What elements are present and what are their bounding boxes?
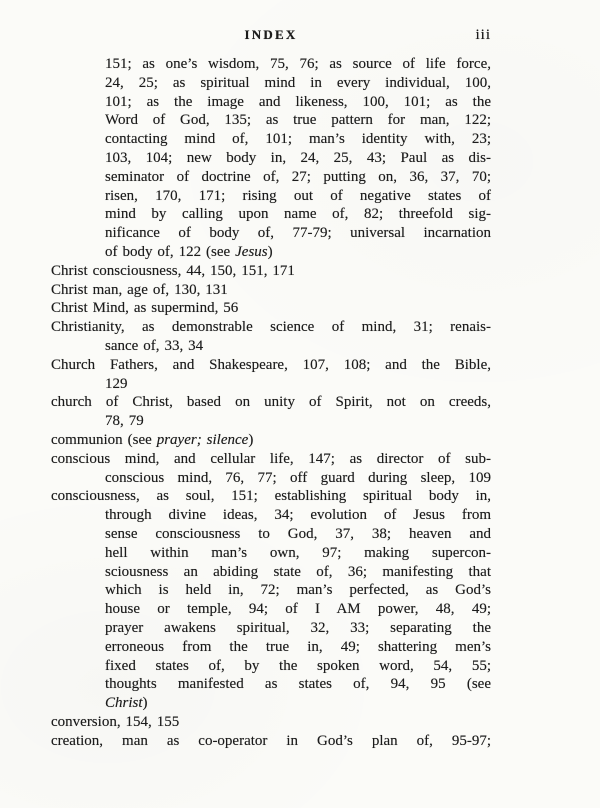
- index-line: [51, 657, 491, 676]
- cross-reference-term: prayer; silence: [156, 431, 249, 448]
- index-text: 24, 25; as spiritual mind in every individual, 100,: [105, 74, 491, 91]
- index-text: mind by calling upon name of, 82; threefold sig-: [105, 206, 491, 223]
- index-text: Christ consciousness, 44, 150, 151, 171: [51, 262, 295, 279]
- index-line: [51, 469, 491, 488]
- index-text: Word of God, 135; as true pattern for man, 122;: [105, 112, 491, 129]
- index-text: risen, 170, 171; rising out of negative states of: [105, 187, 491, 204]
- index-line: [51, 732, 491, 751]
- text-block: [51, 55, 491, 750]
- index-line: [51, 375, 491, 394]
- index-line: [51, 713, 491, 732]
- index-line: [51, 525, 491, 544]
- index-text: consciousness, as soul, 151; establishing spiritual body in,: [51, 488, 491, 505]
- index-text: creation, man as co-operator in God’s plan of, 95-97;: [51, 732, 491, 749]
- index-text: erroneous from the true in, 49; shattering men’s: [105, 638, 491, 655]
- index-text: ): [267, 243, 273, 260]
- index-text: sciousness an abiding state of, 36; manifesting that: [105, 563, 491, 580]
- index-line: [51, 74, 491, 93]
- cross-reference-term: Jesus: [235, 243, 268, 260]
- page-number: iii: [475, 27, 491, 43]
- index-text: church of Christ, based on unity of Spirit, not on creeds,: [51, 394, 491, 411]
- index-line: [51, 111, 491, 130]
- index-line: [51, 205, 491, 224]
- page-title: INDEX: [244, 27, 298, 42]
- index-text: house or temple, 94; of I AM power, 48, 49;: [105, 601, 491, 618]
- index-line: [51, 224, 491, 243]
- index-line: [51, 694, 491, 713]
- index-line: [51, 675, 491, 694]
- index-line: [51, 318, 491, 337]
- index-line: [51, 168, 491, 187]
- index-text: hell within man’s own, 97; making supercon-: [105, 544, 491, 561]
- index-text: conscious mind, and cellular life, 147; as director of sub-: [51, 450, 491, 467]
- index-text: sance of, 33, 34: [105, 337, 204, 354]
- index-text: through divine ideas, 34; evolution of Jesus from: [105, 507, 491, 524]
- index-text: 151; as one’s wisdom, 75, 76; as source of life force,: [105, 56, 491, 72]
- cross-reference-term: Christ: [105, 695, 143, 712]
- index-line: [51, 149, 491, 168]
- index-text: of body of, 122 (see: [105, 243, 236, 260]
- index-line: [51, 356, 491, 375]
- index-text: seminator of doctrine of, 27; putting on, 36, 37, 70;: [105, 168, 491, 185]
- index-text: ): [142, 695, 148, 712]
- index-line: [51, 600, 491, 619]
- index-text: sense consciousness to God, 37, 38; heaven and: [105, 525, 491, 542]
- index-line: [51, 262, 491, 281]
- index-line: [51, 130, 491, 149]
- index-text: ): [248, 431, 254, 448]
- index-text: Christ man, age of, 130, 131: [51, 281, 228, 298]
- index-text: which is held in, 72; man’s perfected, as God’s: [105, 582, 491, 599]
- index-line: [51, 431, 491, 450]
- index-line: [51, 581, 491, 600]
- index-line: [51, 619, 491, 638]
- index-line: [51, 243, 491, 262]
- index-text: Church Fathers, and Shakespeare, 107, 108; and the Bible,: [51, 356, 491, 373]
- index-text: Christ Mind, as supermind, 56: [51, 300, 239, 317]
- index-text: conscious mind, 76, 77; off guard during sleep, 109: [105, 469, 491, 486]
- index-line: [51, 487, 491, 506]
- index-line: [51, 187, 491, 206]
- index-line: [51, 638, 491, 657]
- index-line: [51, 93, 491, 112]
- index-text: fixed states of, by the spoken word, 54, 55;: [105, 657, 491, 674]
- running-head: [51, 27, 491, 43]
- index-line: [51, 299, 491, 318]
- index-text: thoughts manifested as states of, 94, 95 (see: [105, 676, 491, 693]
- index-text: 101; as the image and likeness, 100, 101; as the: [105, 93, 491, 110]
- index-line: [51, 412, 491, 431]
- index-text: contacting mind of, 101; man’s identity with, 23;: [105, 131, 491, 148]
- index-line: [51, 506, 491, 525]
- index-line: [51, 544, 491, 563]
- index-text: conversion, 154, 155: [51, 713, 180, 730]
- index-line: [51, 563, 491, 582]
- index-text: prayer awakens spiritual, 32, 33; separating the: [105, 619, 491, 636]
- index-text: 103, 104; new body in, 24, 25, 43; Paul as dis-: [105, 149, 491, 166]
- index-line: [51, 450, 491, 469]
- index-line: [51, 337, 491, 356]
- index-text: 78, 79: [105, 413, 144, 430]
- index-text: 129: [105, 375, 128, 392]
- index-text: nificance of body of, 77-79; universal incarnation: [105, 225, 491, 242]
- index-line: [51, 281, 491, 300]
- index-line: [51, 393, 491, 412]
- index-line: [51, 55, 491, 74]
- index-text: Christianity, as demonstrable science of mind, 31; renais-: [51, 319, 491, 336]
- index-text: communion (see: [51, 431, 157, 448]
